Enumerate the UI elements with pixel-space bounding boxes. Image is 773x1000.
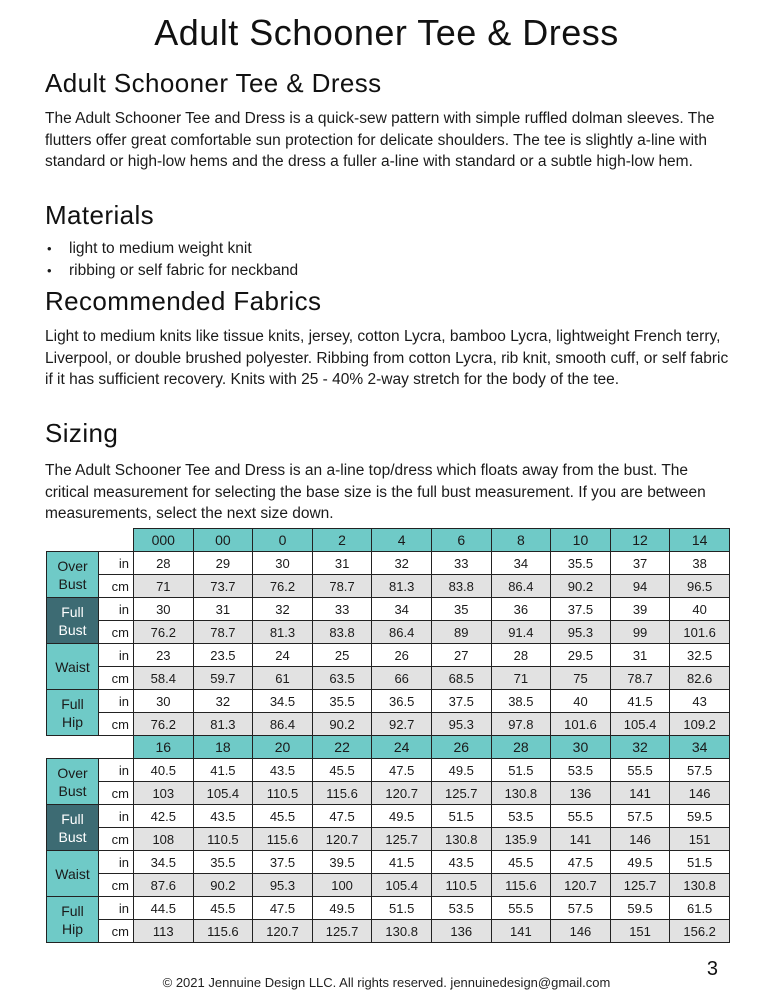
unit-cell: in <box>99 644 134 667</box>
value-cell: 83.8 <box>312 621 372 644</box>
value-cell: 49.5 <box>610 851 670 874</box>
size-header-cell: 0 <box>253 529 313 552</box>
value-cell: 91.4 <box>491 621 551 644</box>
measurement-label-line: Full <box>61 603 84 620</box>
value-cell: 45.5 <box>491 851 551 874</box>
value-cell: 40.5 <box>134 759 194 782</box>
value-cell: 63.5 <box>312 667 372 690</box>
measurement-label-line: Hip <box>61 713 83 730</box>
value-cell: 105.4 <box>193 782 253 805</box>
value-cell: 120.7 <box>312 828 372 851</box>
size-header-cell: 22 <box>312 736 372 759</box>
value-cell: 130.8 <box>372 920 432 943</box>
value-cell: 49.5 <box>431 759 491 782</box>
measurement-row <box>47 828 730 851</box>
value-cell: 141 <box>551 828 611 851</box>
value-cell: 95.3 <box>253 874 313 897</box>
value-cell: 30 <box>253 552 313 575</box>
value-cell: 35.5 <box>193 851 253 874</box>
measurement-label-line: Hip <box>61 920 83 937</box>
value-cell: 120.7 <box>253 920 313 943</box>
size-header-cell: 8 <box>491 529 551 552</box>
value-cell: 51.5 <box>670 851 730 874</box>
size-header-cell: 20 <box>253 736 313 759</box>
size-header-cell: 10 <box>551 529 611 552</box>
value-cell: 47.5 <box>253 897 313 920</box>
value-cell: 31 <box>312 552 372 575</box>
value-cell: 73.7 <box>193 575 253 598</box>
value-cell: 51.5 <box>431 805 491 828</box>
value-cell: 30 <box>134 598 194 621</box>
value-cell: 146 <box>670 782 730 805</box>
size-header-cell: 26 <box>431 736 491 759</box>
size-header-cell: 32 <box>610 736 670 759</box>
unit-cell: cm <box>99 782 134 805</box>
unit-cell: cm <box>99 575 134 598</box>
value-cell: 141 <box>610 782 670 805</box>
value-cell: 34.5 <box>253 690 313 713</box>
value-cell: 76.2 <box>134 713 194 736</box>
value-cell: 55.5 <box>610 759 670 782</box>
value-cell: 96.5 <box>670 575 730 598</box>
size-header-cell: 24 <box>372 736 432 759</box>
value-cell: 110.5 <box>193 828 253 851</box>
value-cell: 130.8 <box>670 874 730 897</box>
value-cell: 86.4 <box>253 713 313 736</box>
value-cell: 43.5 <box>193 805 253 828</box>
measurement-label <box>47 897 99 943</box>
value-cell: 97.8 <box>491 713 551 736</box>
value-cell: 120.7 <box>551 874 611 897</box>
value-cell: 59.5 <box>610 897 670 920</box>
measurement-row <box>47 920 730 943</box>
unit-cell: in <box>99 851 134 874</box>
page-title: Adult Schooner Tee & Dress <box>154 12 619 53</box>
value-cell: 24 <box>253 644 313 667</box>
value-cell: 99 <box>610 621 670 644</box>
value-cell: 146 <box>551 920 611 943</box>
size-header-cell: 16 <box>134 736 194 759</box>
measurement-row <box>47 621 730 644</box>
size-header-cell: 28 <box>491 736 551 759</box>
value-cell: 92.7 <box>372 713 432 736</box>
unit-cell: in <box>99 759 134 782</box>
value-cell: 90.2 <box>312 713 372 736</box>
value-cell: 33 <box>312 598 372 621</box>
footer-text: © 2021 Jennuine Design LLC. All rights reserved. jennuinedesign@gmail.com <box>162 975 611 990</box>
unit-cell: cm <box>99 874 134 897</box>
value-cell: 81.3 <box>372 575 432 598</box>
measurement-label-line: Over <box>57 764 88 781</box>
size-header-cell: 30 <box>551 736 611 759</box>
measurement-row <box>47 782 730 805</box>
value-cell: 78.7 <box>312 575 372 598</box>
value-cell: 55.5 <box>551 805 611 828</box>
measurement-row <box>47 644 730 667</box>
materials-heading: Materials <box>45 200 155 230</box>
value-cell: 38 <box>670 552 730 575</box>
value-cell: 35 <box>431 598 491 621</box>
value-cell: 47.5 <box>372 759 432 782</box>
value-cell: 41.5 <box>372 851 432 874</box>
value-cell: 71 <box>134 575 194 598</box>
size-header-cell: 000 <box>134 529 194 552</box>
value-cell: 120.7 <box>372 782 432 805</box>
measurement-label-line: Over <box>57 557 88 574</box>
value-cell: 49.5 <box>312 897 372 920</box>
measurement-row <box>47 759 730 782</box>
value-cell: 95.3 <box>551 621 611 644</box>
measurement-label <box>47 598 99 644</box>
value-cell: 28 <box>134 552 194 575</box>
unit-cell: cm <box>99 667 134 690</box>
value-cell: 101.6 <box>551 713 611 736</box>
page-number: 3 <box>706 958 718 980</box>
measurement-label <box>47 759 99 805</box>
size-header-row <box>47 529 730 552</box>
value-cell: 40 <box>551 690 611 713</box>
materials-item: • ribbing or self fabric for neckband <box>45 260 298 282</box>
unit-cell: in <box>99 552 134 575</box>
value-cell: 25 <box>312 644 372 667</box>
size-header-cell: 14 <box>670 529 730 552</box>
size-header-cell: 18 <box>193 736 253 759</box>
value-cell: 39.5 <box>312 851 372 874</box>
value-cell: 41.5 <box>610 690 670 713</box>
value-cell: 94 <box>610 575 670 598</box>
measurement-label-line: Full <box>61 695 84 712</box>
value-cell: 109.2 <box>670 713 730 736</box>
value-cell: 45.5 <box>253 805 313 828</box>
value-cell: 32 <box>193 690 253 713</box>
measurement-label-line: Bust <box>58 828 87 845</box>
measurement-label-line: Bust <box>58 782 87 799</box>
size-header-cell: 6 <box>431 529 491 552</box>
measurement-row <box>47 805 730 828</box>
value-cell: 37.5 <box>431 690 491 713</box>
value-cell: 86.4 <box>491 575 551 598</box>
measurement-label-line: Bust <box>58 621 87 638</box>
value-cell: 75 <box>551 667 611 690</box>
value-cell: 71 <box>491 667 551 690</box>
value-cell: 51.5 <box>491 759 551 782</box>
measurement-row <box>47 575 730 598</box>
value-cell: 130.8 <box>491 782 551 805</box>
value-cell: 125.7 <box>610 874 670 897</box>
value-cell: 115.6 <box>491 874 551 897</box>
value-cell: 115.6 <box>193 920 253 943</box>
value-cell: 125.7 <box>372 828 432 851</box>
value-cell: 68.5 <box>431 667 491 690</box>
value-cell: 66 <box>372 667 432 690</box>
value-cell: 44.5 <box>134 897 194 920</box>
value-cell: 45.5 <box>193 897 253 920</box>
value-cell: 35.5 <box>312 690 372 713</box>
unit-cell: cm <box>99 920 134 943</box>
value-cell: 34 <box>372 598 432 621</box>
unit-cell: cm <box>99 713 134 736</box>
value-cell: 57.5 <box>610 805 670 828</box>
measurement-row <box>47 874 730 897</box>
value-cell: 58.4 <box>134 667 194 690</box>
value-cell: 27 <box>431 644 491 667</box>
value-cell: 108 <box>134 828 194 851</box>
value-cell: 29 <box>193 552 253 575</box>
value-cell: 59.7 <box>193 667 253 690</box>
value-cell: 57.5 <box>670 759 730 782</box>
measurement-label-line: Bust <box>58 575 87 592</box>
value-cell: 105.4 <box>610 713 670 736</box>
value-cell: 76.2 <box>134 621 194 644</box>
value-cell: 105.4 <box>372 874 432 897</box>
value-cell: 103 <box>134 782 194 805</box>
value-cell: 110.5 <box>253 782 313 805</box>
value-cell: 61.5 <box>670 897 730 920</box>
size-chart-table <box>46 528 730 943</box>
value-cell: 115.6 <box>253 828 313 851</box>
value-cell: 30 <box>134 690 194 713</box>
value-cell: 53.5 <box>551 759 611 782</box>
value-cell: 78.7 <box>610 667 670 690</box>
value-cell: 86.4 <box>372 621 432 644</box>
value-cell: 90.2 <box>193 874 253 897</box>
unit-cell: in <box>99 805 134 828</box>
value-cell: 38.5 <box>491 690 551 713</box>
header-blank-cell <box>47 736 134 759</box>
value-cell: 156.2 <box>670 920 730 943</box>
size-header-cell: 2 <box>312 529 372 552</box>
measurement-label <box>47 690 99 736</box>
measurement-row <box>47 713 730 736</box>
value-cell: 40 <box>670 598 730 621</box>
value-cell: 28 <box>491 644 551 667</box>
measurement-label <box>47 805 99 851</box>
measurement-row <box>47 667 730 690</box>
value-cell: 41.5 <box>193 759 253 782</box>
unit-cell: in <box>99 690 134 713</box>
value-cell: 37 <box>610 552 670 575</box>
value-cell: 47.5 <box>312 805 372 828</box>
value-cell: 45.5 <box>312 759 372 782</box>
measurement-label <box>47 851 99 897</box>
value-cell: 55.5 <box>491 897 551 920</box>
measurement-label <box>47 552 99 598</box>
materials-item: • light to medium weight knit <box>45 238 298 260</box>
value-cell: 34.5 <box>134 851 194 874</box>
value-cell: 43 <box>670 690 730 713</box>
value-cell: 136 <box>551 782 611 805</box>
unit-cell: in <box>99 897 134 920</box>
value-cell: 43.5 <box>253 759 313 782</box>
value-cell: 115.6 <box>312 782 372 805</box>
value-cell: 130.8 <box>431 828 491 851</box>
header-blank-cell <box>47 529 134 552</box>
value-cell: 113 <box>134 920 194 943</box>
fabrics-text: Light to medium knits like tissue knits, jersey, cotton Lycra, bamboo Lycra, lightweight French terry, Liverpool, or double brushed polyester. Ribbing from cotton Lycra, rib knit, smooth cuff, or self fabric if it has sufficient recovery. Knits with 25 - 40% 2-way stretch for the body of the tee. <box>45 328 729 388</box>
value-cell: 87.6 <box>134 874 194 897</box>
measurement-row <box>47 598 730 621</box>
value-cell: 23 <box>134 644 194 667</box>
value-cell: 32.5 <box>670 644 730 667</box>
value-cell: 81.3 <box>253 621 313 644</box>
value-cell: 43.5 <box>431 851 491 874</box>
value-cell: 53.5 <box>491 805 551 828</box>
value-cell: 36 <box>491 598 551 621</box>
intro-text: The Adult Schooner Tee and Dress is a quick-sew pattern with simple ruffled dolman sleeves. The flutters offer great comfortable sun protection for delicate shoulders. The tee is slightly a-line with standard or high-low hems and the dress a fuller a-line with standard or a subtle high-low hem. <box>45 110 715 170</box>
value-cell: 32 <box>372 552 432 575</box>
value-cell: 89 <box>431 621 491 644</box>
value-cell: 110.5 <box>431 874 491 897</box>
value-cell: 125.7 <box>431 782 491 805</box>
value-cell: 61 <box>253 667 313 690</box>
value-cell: 57.5 <box>551 897 611 920</box>
value-cell: 36.5 <box>372 690 432 713</box>
value-cell: 29.5 <box>551 644 611 667</box>
sizing-heading: Sizing <box>45 418 119 448</box>
unit-cell: cm <box>99 621 134 644</box>
value-cell: 135.9 <box>491 828 551 851</box>
value-cell: 83.8 <box>431 575 491 598</box>
value-cell: 51.5 <box>372 897 432 920</box>
value-cell: 146 <box>610 828 670 851</box>
measurement-label-line: Full <box>61 902 84 919</box>
value-cell: 23.5 <box>193 644 253 667</box>
intro-heading: Adult Schooner Tee & Dress <box>45 68 382 98</box>
size-header-cell: 34 <box>670 736 730 759</box>
measurement-label-line: Full <box>61 810 84 827</box>
size-header-cell: 4 <box>372 529 432 552</box>
value-cell: 32 <box>253 598 313 621</box>
measurement-label <box>47 644 99 690</box>
value-cell: 37.5 <box>253 851 313 874</box>
value-cell: 100 <box>312 874 372 897</box>
value-cell: 53.5 <box>431 897 491 920</box>
value-cell: 125.7 <box>312 920 372 943</box>
fabrics-heading: Recommended Fabrics <box>45 286 322 316</box>
value-cell: 81.3 <box>193 713 253 736</box>
unit-cell: cm <box>99 828 134 851</box>
value-cell: 76.2 <box>253 575 313 598</box>
measurement-row <box>47 851 730 874</box>
value-cell: 151 <box>610 920 670 943</box>
value-cell: 47.5 <box>551 851 611 874</box>
value-cell: 42.5 <box>134 805 194 828</box>
materials-list <box>45 238 298 281</box>
size-header-row <box>47 736 730 759</box>
value-cell: 26 <box>372 644 432 667</box>
value-cell: 101.6 <box>670 621 730 644</box>
value-cell: 151 <box>670 828 730 851</box>
size-header-cell: 12 <box>610 529 670 552</box>
size-header-cell: 00 <box>193 529 253 552</box>
value-cell: 141 <box>491 920 551 943</box>
value-cell: 78.7 <box>193 621 253 644</box>
value-cell: 33 <box>431 552 491 575</box>
value-cell: 82.6 <box>670 667 730 690</box>
value-cell: 31 <box>610 644 670 667</box>
measurement-row <box>47 897 730 920</box>
value-cell: 90.2 <box>551 575 611 598</box>
value-cell: 59.5 <box>670 805 730 828</box>
value-cell: 39 <box>610 598 670 621</box>
value-cell: 37.5 <box>551 598 611 621</box>
value-cell: 49.5 <box>372 805 432 828</box>
sizing-text: The Adult Schooner Tee and Dress is an a-line top/dress which floats away from the bust. The critical measurement for selecting the base size is the full bust measurement. If you are between measurements, select the next size down. <box>45 462 706 522</box>
value-cell: 136 <box>431 920 491 943</box>
value-cell: 31 <box>193 598 253 621</box>
value-cell: 34 <box>491 552 551 575</box>
measurement-label-line: Waist <box>55 658 90 675</box>
measurement-row <box>47 552 730 575</box>
value-cell: 95.3 <box>431 713 491 736</box>
value-cell: 35.5 <box>551 552 611 575</box>
measurement-row <box>47 690 730 713</box>
unit-cell: in <box>99 598 134 621</box>
measurement-label-line: Waist <box>55 865 90 882</box>
